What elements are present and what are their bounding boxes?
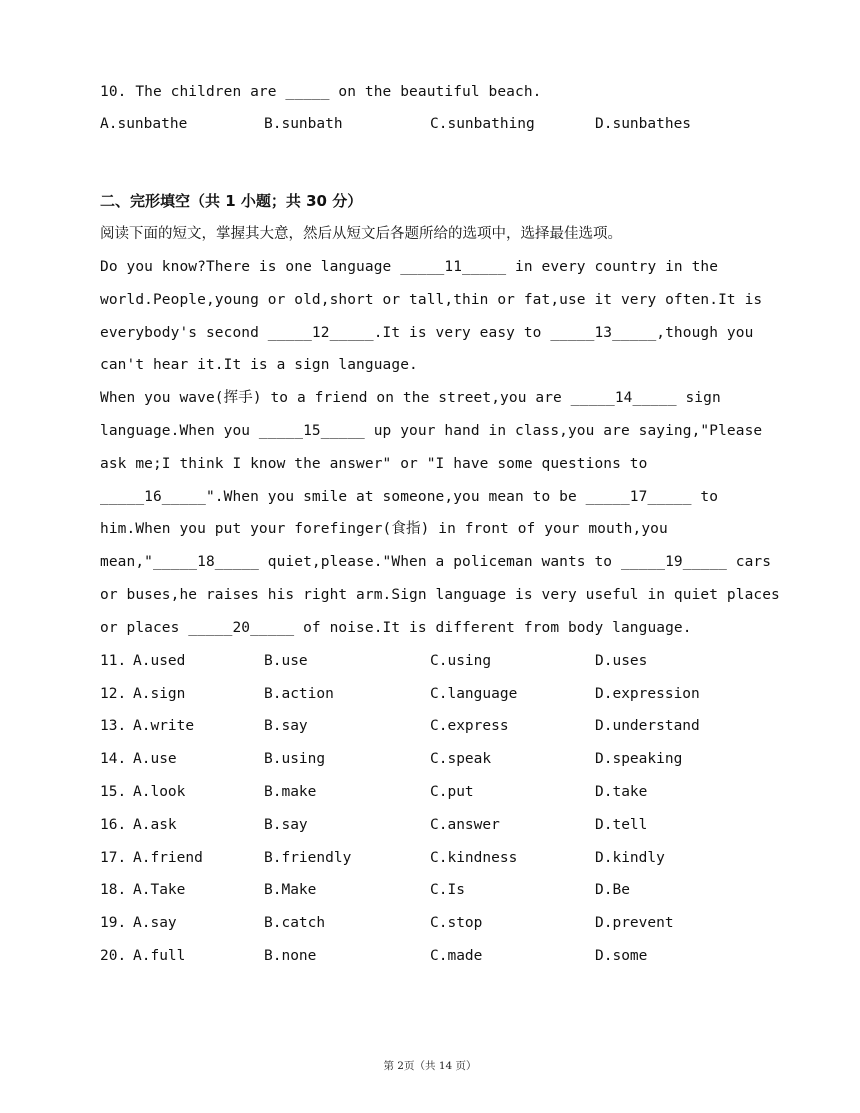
option-b: B.say xyxy=(264,817,308,833)
question-10-option-a: A.sunbathe xyxy=(100,116,188,132)
question-number: 11. xyxy=(100,653,127,669)
passage-line: ask me;I think I know the answer" or "I have some questions to xyxy=(100,456,648,472)
question-number: 13. xyxy=(100,718,127,734)
option-b: B.using xyxy=(264,751,326,767)
question-number: 14. xyxy=(100,751,127,767)
option-a: A.ask xyxy=(133,817,177,833)
question-row xyxy=(0,749,860,771)
option-c: C.language xyxy=(430,686,518,702)
option-b: B.none xyxy=(264,948,317,964)
option-a: A.full xyxy=(133,948,186,964)
option-d: D.kindly xyxy=(595,850,665,866)
question-10-stem: 10. The children are _____ on the beautiful beach. xyxy=(100,84,542,100)
option-b: B.use xyxy=(264,653,308,669)
option-b: B.friendly xyxy=(264,850,352,866)
section-title: 二、完形填空（共 1 小题；共 30 分） xyxy=(100,192,363,210)
passage-line: can't hear it.It is a sign language. xyxy=(100,357,418,373)
option-d: D.uses xyxy=(595,653,648,669)
passage-line: When you wave(挥手) to a friend on the street,you are _____14_____ sign xyxy=(100,390,721,406)
passage-line: him.When you put your forefinger(食指) in front of your mouth,you xyxy=(100,521,668,537)
question-row xyxy=(0,782,860,804)
passage-line: world.People,young or old,short or tall,thin or fat,use it very often.It is xyxy=(100,292,763,308)
option-a: A.Take xyxy=(133,882,186,898)
option-c: C.using xyxy=(430,653,492,669)
option-a: A.use xyxy=(133,751,177,767)
question-number: 17. xyxy=(100,850,127,866)
section-instruction: 阅读下面的短文，掌握其大意，然后从短文后各题所给的选项中，选择最佳选项。 xyxy=(100,226,622,242)
question-number: 16. xyxy=(100,817,127,833)
question-10-option-c: C.sunbathing xyxy=(430,116,535,132)
question-row xyxy=(0,815,860,837)
passage-line: mean,"_____18_____ quiet,please."When a policeman wants to _____19_____ cars xyxy=(100,554,772,570)
question-row xyxy=(0,684,860,706)
question-number: 15. xyxy=(100,784,127,800)
option-b: B.catch xyxy=(264,915,326,931)
option-d: D.tell xyxy=(595,817,648,833)
option-b: B.say xyxy=(264,718,308,734)
option-d: D.take xyxy=(595,784,648,800)
option-a: A.say xyxy=(133,915,177,931)
passage-line: everybody's second _____12_____.It is very easy to _____13_____,though you xyxy=(100,325,754,341)
question-10-option-b: B.sunbath xyxy=(264,116,343,132)
option-d: D.understand xyxy=(595,718,700,734)
option-a: A.look xyxy=(133,784,186,800)
page-number-footer: 第 2页（共 14 页） xyxy=(383,1060,477,1072)
option-a: A.sign xyxy=(133,686,186,702)
question-row xyxy=(0,848,860,870)
option-a: A.used xyxy=(133,653,186,669)
option-d: D.expression xyxy=(595,686,700,702)
question-row xyxy=(0,913,860,935)
option-b: B.make xyxy=(264,784,317,800)
question-row xyxy=(0,946,860,968)
passage-line: language.When you _____15_____ up your hand in class,you are saying,"Please xyxy=(100,423,763,439)
question-number: 12. xyxy=(100,686,127,702)
option-b: B.Make xyxy=(264,882,317,898)
passage-line: Do you know?There is one language _____11_____ in every country in the xyxy=(100,259,719,275)
question-10-option-d: D.sunbathes xyxy=(595,116,692,132)
option-a: A.write xyxy=(133,718,195,734)
option-b: B.action xyxy=(264,686,334,702)
question-row xyxy=(0,880,860,902)
option-d: D.some xyxy=(595,948,648,964)
passage-line: or places _____20_____ of noise.It is different from body language. xyxy=(100,620,692,636)
passage-line: _____16_____".When you smile at someone,you mean to be _____17_____ to xyxy=(100,489,719,505)
passage-line: or buses,he raises his right arm.Sign language is very useful in quiet places xyxy=(100,587,780,603)
option-d: D.speaking xyxy=(595,751,683,767)
option-a: A.friend xyxy=(133,850,203,866)
option-c: C.answer xyxy=(430,817,500,833)
option-c: C.kindness xyxy=(430,850,518,866)
question-row xyxy=(0,651,860,673)
option-c: C.express xyxy=(430,718,509,734)
option-c: C.speak xyxy=(430,751,492,767)
question-number: 19. xyxy=(100,915,127,931)
option-c: C.put xyxy=(430,784,474,800)
option-d: D.prevent xyxy=(595,915,674,931)
option-c: C.stop xyxy=(430,915,483,931)
question-row xyxy=(0,716,860,738)
question-number: 20. xyxy=(100,948,127,964)
option-c: C.Is xyxy=(430,882,465,898)
option-c: C.made xyxy=(430,948,483,964)
option-d: D.Be xyxy=(595,882,630,898)
question-number: 18. xyxy=(100,882,127,898)
